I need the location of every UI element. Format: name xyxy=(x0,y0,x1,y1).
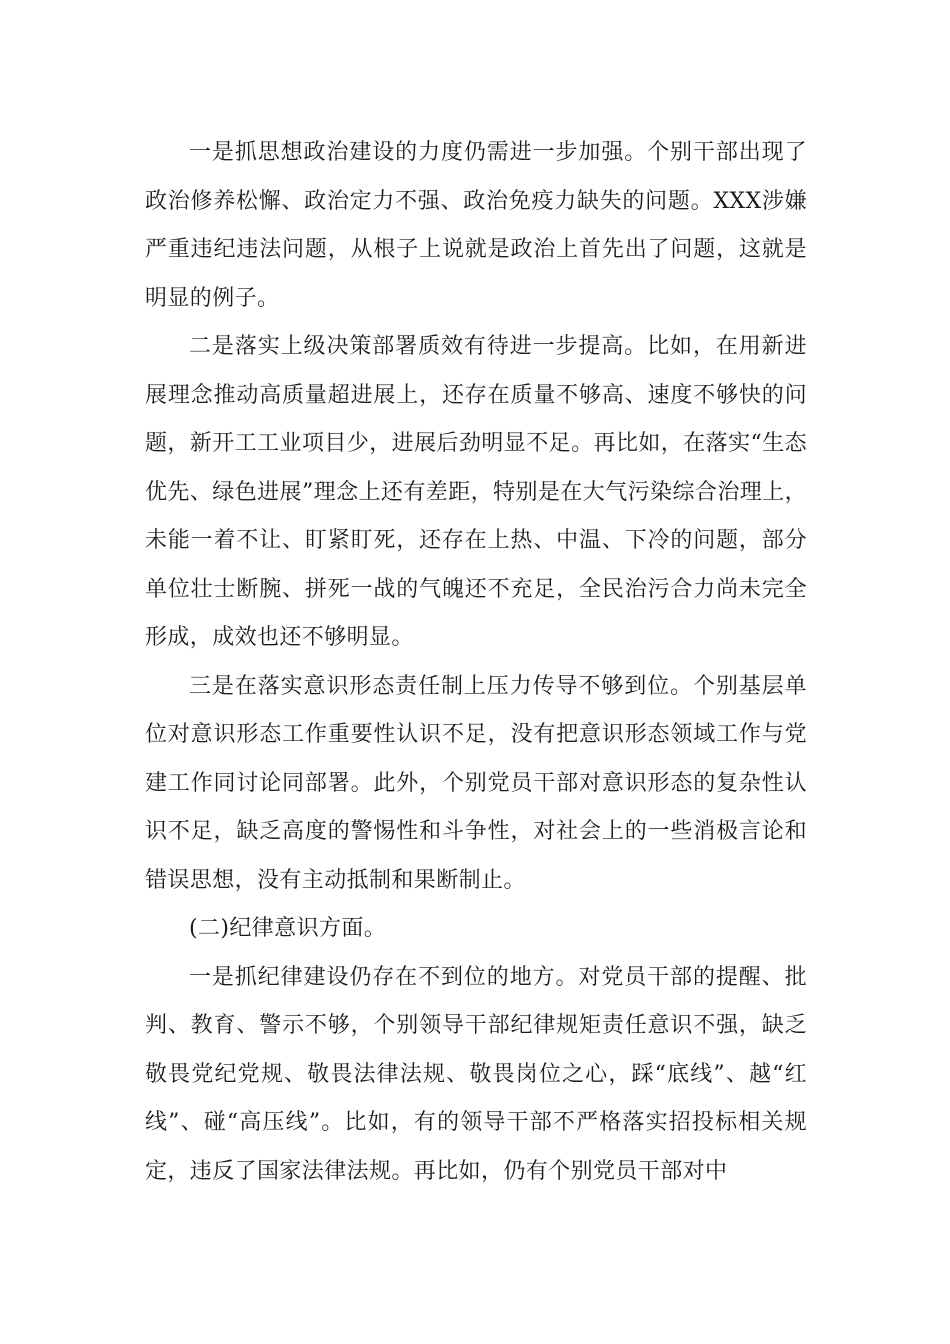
document-body xyxy=(145,129,807,1196)
paragraph-discipline-building: 一是抓纪律建设仍存在不到位的地方。对党员干部的提醒、批判、教育、警示不够，个别领导干部纪律规矩责任意识不强，缺乏敬畏党纪党规、敬畏法律法规、敬畏岗位之心，踩“底线”、越“红线”、碰“高压线”。比如，有的领导干部不严格落实招投标相关规定，违反了国家法律法规。再比如，仍有个别党员干部对中 xyxy=(145,964,807,1184)
paragraph-decision-implementation: 二是落实上级决策部署质效有待进一步提高。比如，在用新进展理念推动高质量超进展上，还存在质量不够高、速度不够快的问题，新开工工业项目少，进展后劲明显不足。再比如，在落实“生态优先、绿色进展”理念上还有差距，特别是在大气污染综合治理上，未能一着不让、盯紧盯死，还存在上热、中温、下冷的问题，部分单位壮士断腕、拼死一战的气魄还不充足，全民治污合力尚未完全形成，成效也还不够明显。 xyxy=(145,334,807,650)
paragraph-political-building: 一是抓思想政治建设的力度仍需进一步加强。个别干部出现了政治修养松懈、政治定力不强、政治免疫力缺失的问题。XXX涉嫌严重违纪违法问题，从根子上说就是政治上首先出了问题，这就是明显的例子。 xyxy=(145,140,807,311)
paragraph-ideology-responsibility: 三是在落实意识形态责任制上压力传导不够到位。个别基层单位对意识形态工作重要性认识不足，没有把意识形态领域工作与党建工作同讨论同部署。此外，个别党员干部对意识形态的复杂性认识不足，缺乏高度的警惕性和斗争性，对社会上的一些消极言论和错误思想，没有主动抵制和果断制止。 xyxy=(145,673,807,893)
section-heading-discipline: (二)纪律意识方面。 xyxy=(189,916,387,941)
